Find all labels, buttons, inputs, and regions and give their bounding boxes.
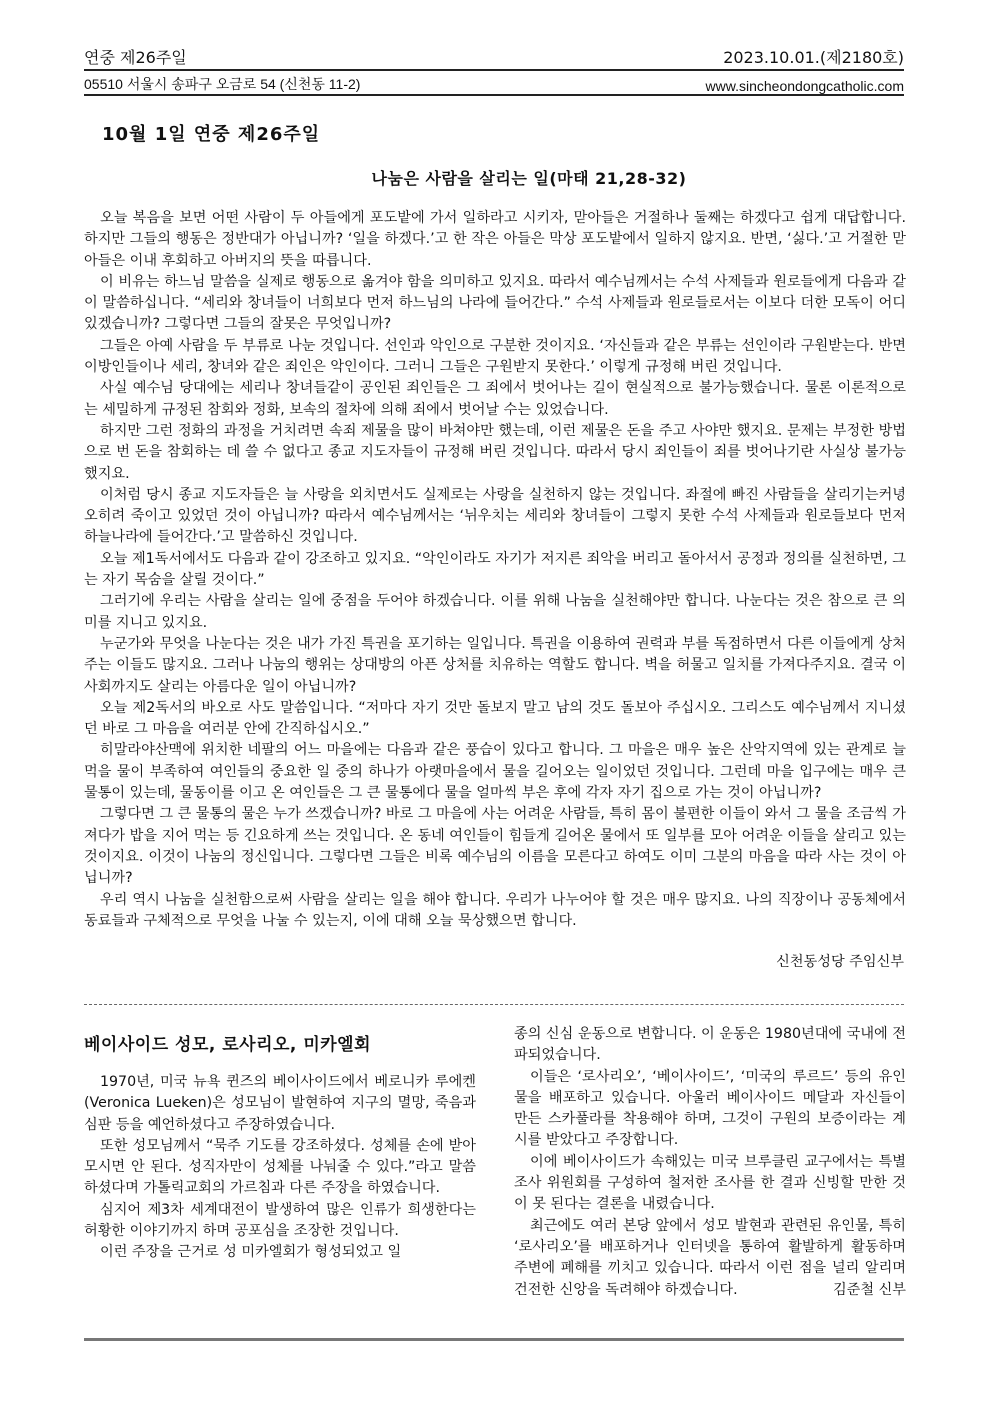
header-rule-top	[84, 69, 904, 71]
paragraph: 이에 베이사이드가 속해있는 미국 브루클린 교구에서는 특별조사 위원회를 구성하여 철저한 조사를 한 결과 신빙할 만한 것이 못 된다는 결론을 내렸습니다.	[514, 1153, 906, 1213]
paragraph: 우리 역시 나눔을 실천함으로써 사람을 살리는 일을 해야 합니다. 우리가 나누어야 할 것은 매우 많지요. 나의 직장이나 공동체에서 동료들과 구체적으로 무엇을 나눌 수 있는지, 이에 대해 오늘 묵상했으면 합니다.	[84, 891, 906, 929]
paragraph: 심지어 제3차 세계대전이 발생하여 많은 인류가 희생한다는 허황한 이야기까지 하며 공포심을 조장한 것입니다.	[84, 1201, 476, 1240]
paragraph: 오늘 제1독서에서도 다음과 같이 강조하고 있지요. “악인이라도 자기가 저지른 죄악을 버리고 돌아서서 공정과 정의를 실천하면, 그는 자기 목숨을 살릴 것이다.”	[84, 550, 906, 589]
paragraph: 또한 성모님께서 “묵주 기도를 강조하셨다. 성체를 손에 받아 모시면 안 된다. 성직자만이 성체를 나눠줄 수 있다.”라고 말씀하셨다며 가톨릭교회의 가르침과 다른 주장을 하였습니다.	[84, 1137, 476, 1197]
paragraph: 하지만 그런 정화의 과정을 거치려면 속죄 제물을 많이 바쳐야만 했는데, 이런 제물은 돈을 주고 사야만 했지요. 문제는 부정한 방법으로 번 돈을 참회하는 데 쓸 수 없다고 종교 지도자들이 규정해 버린 것입니다. 따라서 당시 죄인들이 죄를 벗어나기란 사실상 불가능했지요.	[84, 422, 906, 482]
paragraph: 누군가와 무엇을 나눈다는 것은 내가 가진 특권을 포기하는 일입니다. 특권을 이용하여 권력과 부를 독점하면서 다른 이들에게 상처 주는 이들도 많지요. 그러나 나눔의 행위는 상대방의 아픈 상처를 치유하는 역할도 합니다. 벽을 허물고 일치를 가져다주지요. 결국 이 사회까지도 살리는 아름다운 일이 아닙니까?	[84, 635, 906, 695]
header-rule-bottom	[84, 94, 904, 96]
paragraph: 히말라야산맥에 위치한 네팔의 어느 마을에는 다음과 같은 풍습이 있다고 합니다. 그 마을은 매우 높은 산악지역에 있는 관계로 늘 먹을 물이 부족하여 여인들의 중요한 일 중의 하나가 아랫마을에서 물을 길어오는 일이었던 것입니다. 그런데 마을 입구에는 매우 큰 물통이 있는데, 물동이를 이고 온 여인들은 그 큰 물통에다 물을 얼마씩 부은 후에 각자 자기 집으로 가는 것이 아닙니까?	[84, 742, 906, 802]
homily-body	[84, 208, 906, 932]
paragraph: 이런 주장을 근거로 성 미카엘회가 형성되었고 일	[100, 1244, 402, 1261]
paragraph: 이 비유는 하느님 말씀을 실제로 행동으로 옮겨야 함을 의미하고 있지요. 따라서 예수님께서는 수석 사제들과 원로들에게 다음과 같이 말씀하십니다. “세리와 창녀들이 너희보다 먼저 하느님의 나라에 들어간다.” 수석 사제들과 원로들로서는 이보다 더한 모독이 어디 있겠습니까? 그렇다면 그들의 잘못은 무엇입니까?	[84, 273, 906, 333]
paragraph: 그러기에 우리는 사람을 살리는 일에 중점을 두어야 하겠습니다. 이를 위해 나눔을 실천해야만 합니다. 나눈다는 것은 참으로 큰 의미를 지니고 있지요.	[84, 593, 906, 631]
paragraph: 오늘 제2독서의 바오로 사도 말씀입니다. “저마다 자기 것만 돌보지 말고 남의 것도 돌보아 주십시오. 그리스도 예수님께서 지니셨던 바로 그 마음을 여러분 안에 간직하십시오.”	[84, 699, 906, 738]
article2-left-column	[84, 1024, 476, 1264]
paragraph: 사실 예수님 당대에는 세리나 창녀들같이 공인된 죄인들은 그 죄에서 벗어나는 길이 현실적으로 불가능했습니다. 물론 이론적으로는 세밀하게 규정된 참회와 정화, 보속의 절차에 의해 죄에서 벗어날 수는 있었습니다.	[84, 380, 906, 418]
paragraph-continuation: 종의 신심 운동으로 변합니다. 이 운동은 1980년대에 국내에 전파되었습니다.	[514, 1026, 906, 1064]
paragraph: 오늘 복음을 보면 어떤 사람이 두 아들에게 포도밭에 가서 일하라고 시키자, 맏아들은 거절하나 둘째는 하겠다고 쉽게 대답합니다. 하지만 그들의 행동은 정반대가 아닙니까? ‘일을 하겠다.’고 한 작은 아들은 막상 포도밭에서 일하지 않지요. 반면, ‘싫다.’고 거절한 맏아들은 이내 후회하고 아버지의 뜻을 따릅니다.	[84, 210, 906, 269]
footer-rule	[84, 1338, 904, 1341]
article2-signature: 김준철 신부	[832, 1281, 906, 1298]
website-link[interactable]: www.sincheondongcatholic.com	[705, 78, 904, 94]
section-divider	[84, 1004, 904, 1005]
article2-title: 베이사이드 성모, 로사리오, 미카엘회	[84, 1035, 372, 1055]
article-subtitle: 나눔은 사람을 살리는 일(마태 21,28-32)	[371, 169, 687, 188]
header-top-row	[84, 44, 904, 68]
paragraph	[514, 1216, 906, 1301]
paragraph: 1970년, 미국 뉴욕 퀸즈의 베이사이드에서 베로니카 루에켄(Veronica Lueken)은 성모님이 발현하여 지구의 멸망, 죽음과 심판 등을 예언하셨다고 주장하였습니다.	[84, 1074, 476, 1133]
article2-right-column	[514, 1024, 906, 1301]
paragraph-text: 최근에도 여러 본당 앞에서 성모 발현과 관련된 유인물, 특히 ‘로사리오’를 배포하거나 인터넷을 통하여 활발하게 활동하며 주변에 폐해를 끼치고 있습니다. 따라서 이런 점을 널리 알리며 건전한 신앙을 독려해야 하겠습니다.	[514, 1217, 906, 1298]
paragraph: 그들은 아예 사람을 두 부류로 나눈 것입니다. 선인과 악인으로 구분한 것이지요. ‘자신들과 같은 부류는 선인이라 구원받는다. 반면 이방인들이나 세리, 창녀와 같은 죄인은 악인이다. 그러니 그들은 구원받지 못한다.’ 이렇게 규정해 버린 것입니다.	[84, 337, 906, 376]
article-title: 10월 1일 연중 제26주일	[102, 124, 321, 145]
bulletin-name: 연중 제26주일	[84, 48, 187, 67]
issue-date: 2023.10.01.(제2180호)	[723, 48, 904, 67]
church-address: 05510 서울시 송파구 오금로 54 (신천동 11-2)	[84, 76, 361, 92]
homily-signature: 신천동성당 주임신부	[776, 954, 904, 970]
header-bottom-row	[84, 72, 904, 94]
paragraph: 그렇다면 그 큰 물통의 물은 누가 쓰겠습니까? 바로 그 마을에 사는 어려운 사람들, 특히 몸이 불편한 이들이 와서 그 물을 조금씩 가져다가 밥을 지어 먹는 등 긴요하게 쓰는 것입니다. 온 동네 여인들이 힘들게 길어온 물에서 또 일부를 모아 어려운 이들을 살리고 있는 것이지요. 이것이 나눔의 정신입니다. 그렇다면 그들은 비록 예수님의 이름을 모른다고 하여도 이미 그분의 마음을 따라 사는 것이 아닙니까?	[84, 806, 906, 887]
paragraph: 이들은 ‘로사리오’, ‘베이사이드’, ‘미국의 루르드’ 등의 유인물을 배포하고 있습니다. 아울러 베이사이드 메달과 자신들이 만든 스카풀라를 착용해야 하며, 그것이 구원의 보증이라는 계시를 받았다고 주장합니다.	[514, 1068, 906, 1149]
paragraph: 이처럼 당시 종교 지도자들은 늘 사랑을 외치면서도 실제로는 사랑을 실천하지 않는 것입니다. 좌절에 빠진 사람들을 살리기는커녕 오히려 죽이고 있었던 것이 아닙니까? 따라서 예수님께서는 ‘뉘우치는 세리와 창녀들이 그렇지 못한 수석 사제들과 원로들보다 먼저 하늘나라에 들어간다.’고 말씀하신 것입니다.	[84, 486, 906, 546]
